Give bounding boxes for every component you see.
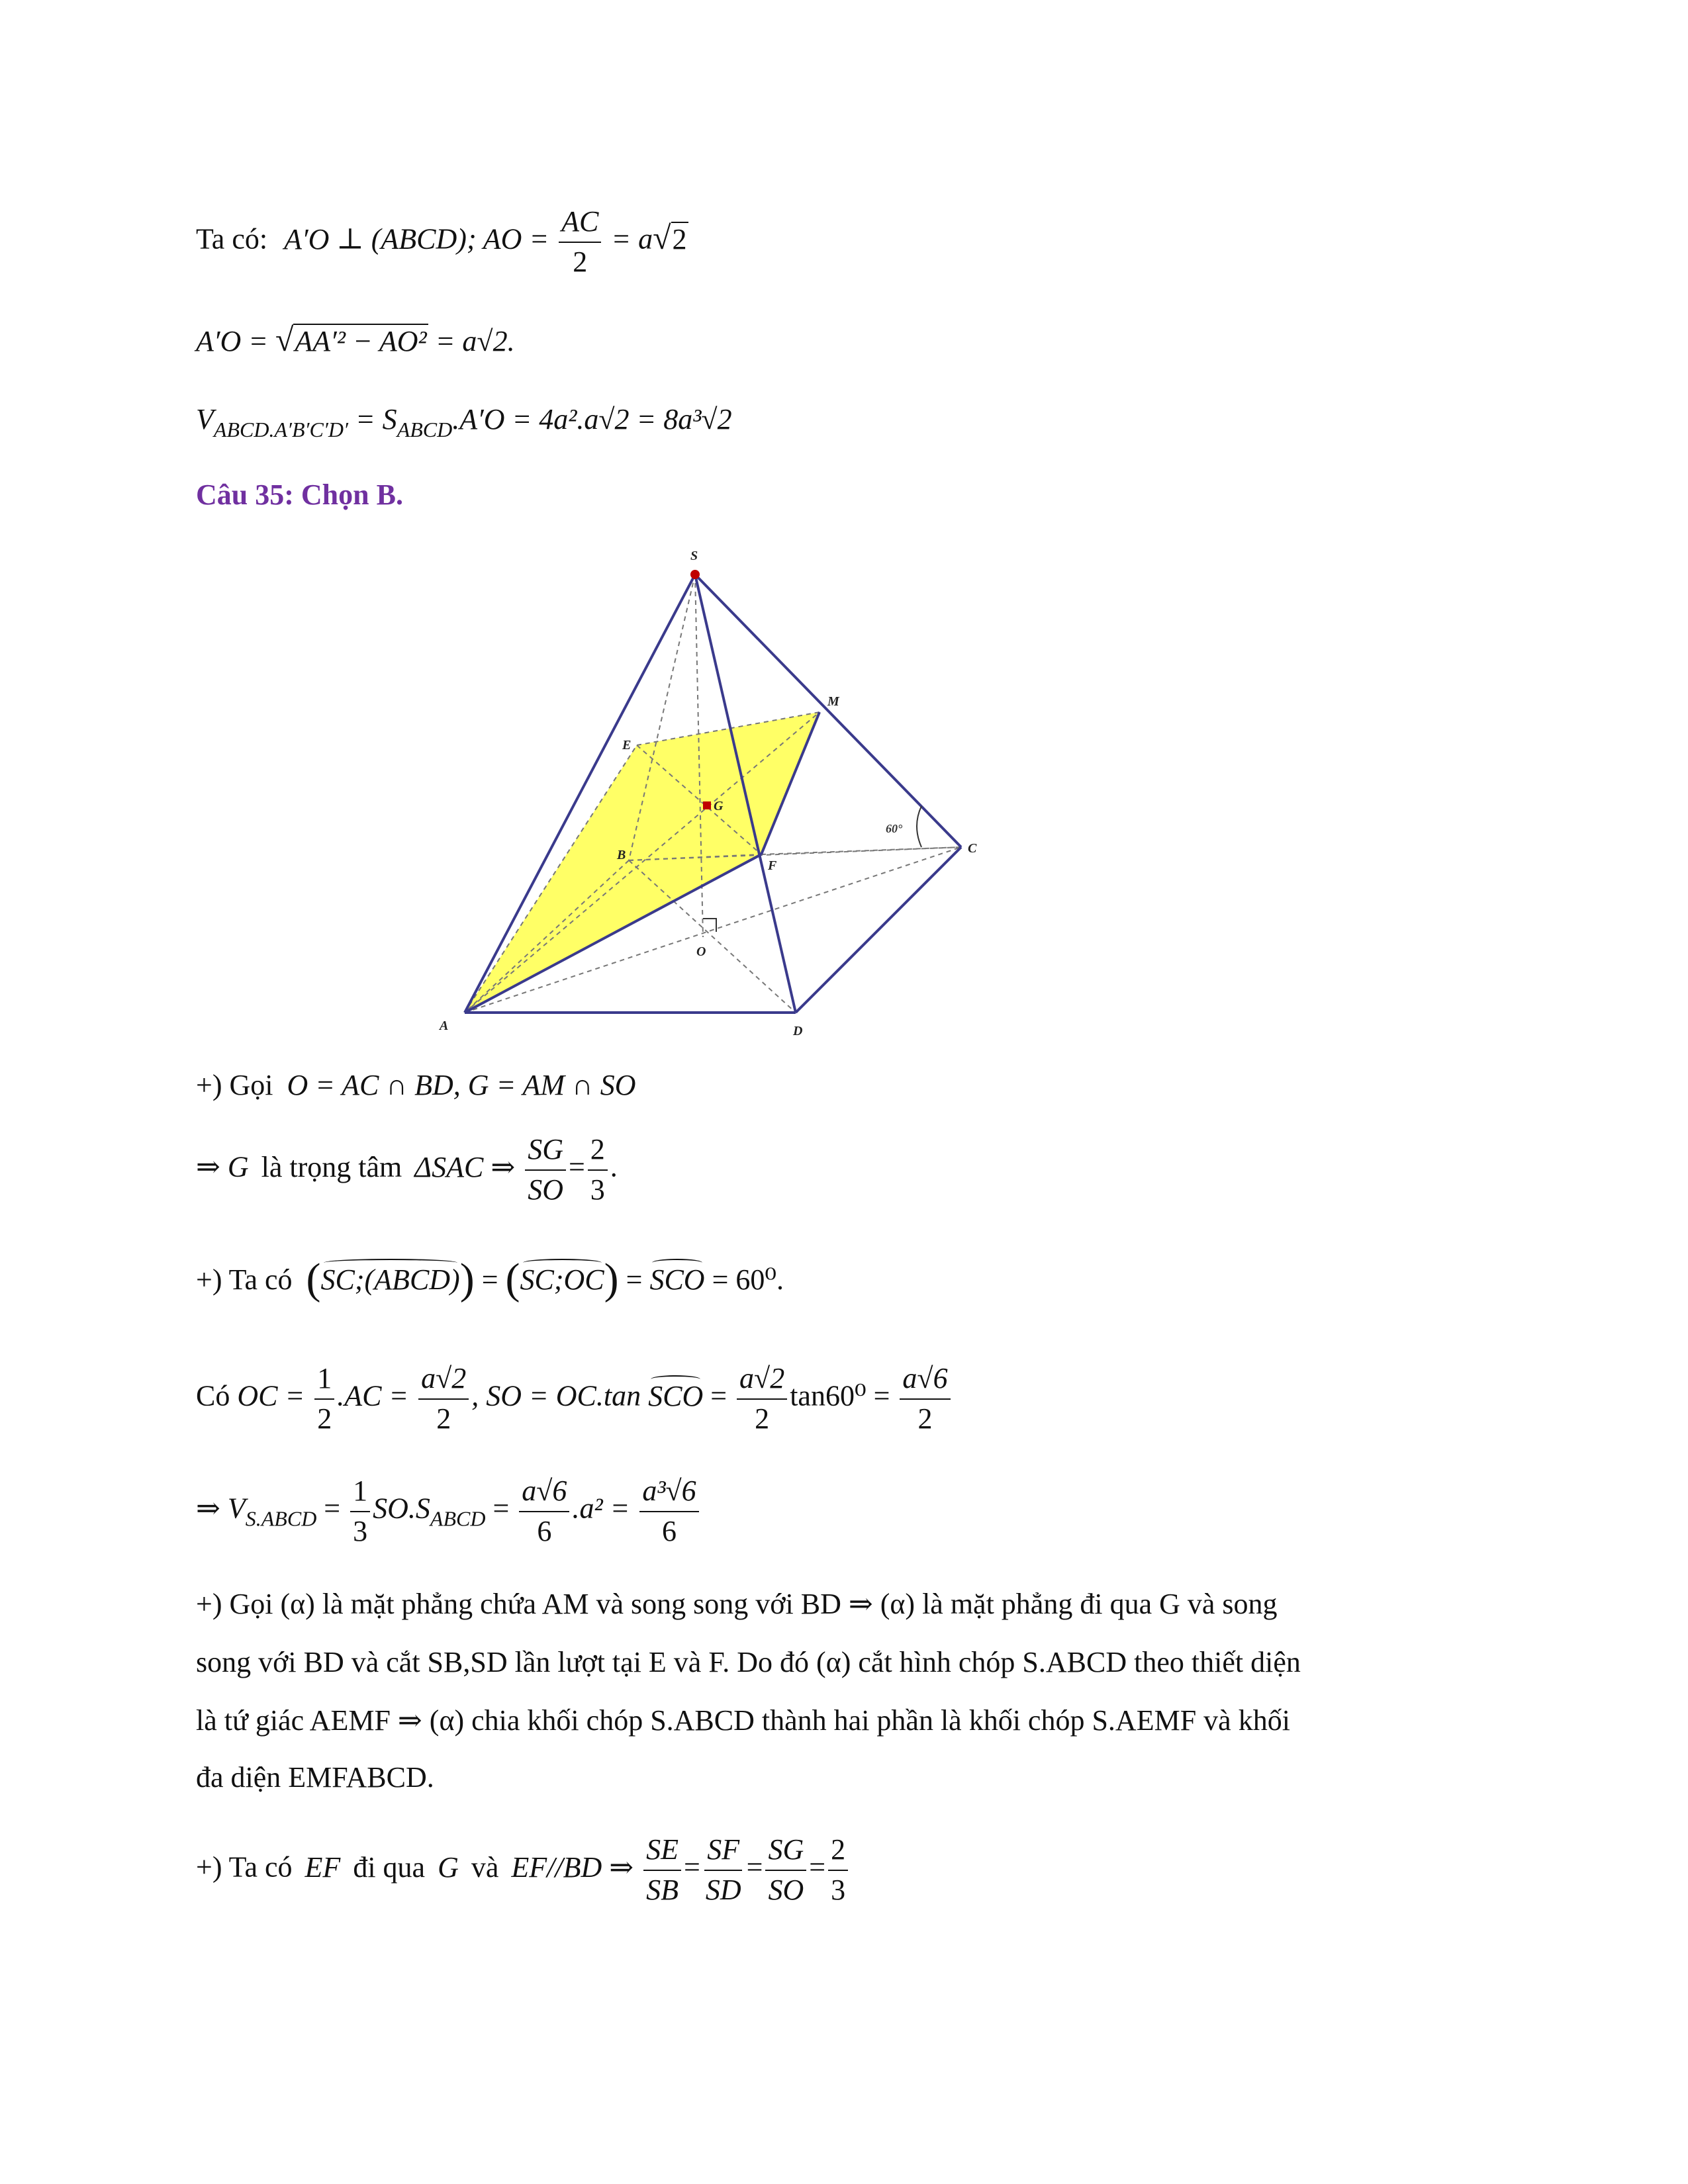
para-section-line-2: song với BD và cắt SB,SD lần lượt tại E và F. Do đó (α) cắt hình chóp S.ABCD theo thiết diện [196, 1646, 1301, 1678]
para-centroid: ⇒ G là trọng tâm ΔSAC ⇒ $\frac{SG}{SO}$ = $\frac{2}{3}$ . [196, 1133, 618, 1206]
fraction-sg-so: $\frac{SG}{SO}$ [525, 1133, 566, 1206]
label-g: G [714, 799, 724, 813]
line-ta-co: Ta có: A′O ⊥ (ABCD); AO = $\frac{AC}{2}$ = a√2 [196, 205, 687, 278]
line-ao-length: A′O = √AA′² − AO² = a√2. [196, 321, 515, 358]
question-heading: Câu 35: Chọn B. [196, 478, 403, 511]
para-angle: +) Ta có (SC;(ABCD)) = (SC;OC) = SCO = 60⁰. [196, 1255, 784, 1303]
fraction-one-third: $\frac{1}{3}$ [350, 1475, 370, 1548]
line-volume-prism: $V_{ABCD.A'B'C'D'} = S_{ABCD}.A'O = 4a^2.a√2 = 8a^3√2$ [196, 403, 732, 441]
label-f: F [768, 858, 777, 873]
label-s: S [690, 549, 698, 563]
angle-arc-c [917, 806, 921, 847]
label-m: M [827, 694, 839, 709]
pyramid-figure [430, 548, 1013, 1051]
para-section-line-4: đa diện EMFABCD. [196, 1761, 434, 1794]
para-section-line-1: +) Gọi (α) là mặt phẳng chứa AM và song song với BD ⇒ (α) là mặt phẳng đi qua G và song [196, 1588, 1278, 1620]
label-b: B [617, 848, 626, 862]
sqrt-2: √2 [653, 218, 687, 256]
fraction-a-sqrt2-over-2: $\frac{a√2}{2}$ [418, 1362, 469, 1435]
para-oc-so: Có OC = $\frac{1}{2}$ .AC = $\frac{a√2}{2}$ , SO = OC.tan SCO = $\frac{a√2}{2}$ tan60⁰ = $\frac{a√6}{2}$ [196, 1362, 953, 1435]
fraction-half: $\frac{1}{2}$ [314, 1362, 334, 1435]
label-e: E [622, 738, 632, 752]
label-d: D [793, 1024, 803, 1038]
fraction-two-thirds-b: $\frac{2}{3}$ [828, 1833, 848, 1907]
label-o: O [696, 944, 706, 959]
fraction-a-sqrt6-over-6: $\frac{a√6}{6}$ [519, 1475, 569, 1548]
fraction-sf-sd: $\frac{SF}{SD}$ [705, 1833, 741, 1906]
point-s [690, 570, 700, 579]
fraction-sg-so-b: $\frac{SG}{SO}$ [765, 1833, 806, 1907]
para-volume-pyramid: ⇒ $V_{S.ABCD}$ = $\frac{1}{3}$ $SO.S_{ABCD}$ = $\frac{a√6}{6}$ .a² = $\frac{\text{a³√6}}{6}$ [196, 1475, 702, 1548]
fraction-a-sqrt2-over-2-b: $\frac{a√2}{2}$ [737, 1362, 787, 1435]
para-goi-o: +) Gọi O = AC ∩ BD, G = AM ∩ SO [196, 1069, 636, 1101]
fraction-ac-over-2: $\frac{AC}{2}$ [559, 205, 601, 279]
point-g [703, 801, 711, 809]
fraction-a-sqrt6-over-2: $\frac{a√6}{2}$ [900, 1362, 950, 1435]
right-angle-mark [703, 919, 716, 932]
label-a: A [440, 1019, 449, 1033]
label-c: C [968, 841, 977, 856]
para-ratios: +) Ta có EF đi qua G và EF//BD ⇒ $\frac{SE}{SB}$ = $\frac{SF}{SD}$ = $\frac{SG}{SO}$ = $\frac{2}{3}$ [196, 1833, 851, 1907]
figure-group [438, 549, 977, 1038]
fraction-se-sb: $\frac{SE}{SB}$ [643, 1833, 681, 1907]
angle-label: 60° [886, 822, 903, 835]
fraction-a3-sqrt6-over-6: $\frac{\text{a³√6}}{6}$ [639, 1475, 698, 1548]
para-section-line-3: là tứ giác AEMF ⇒ (α) chia khối chóp S.ABCD thành hai phần là khối chóp S.AEMF và khối [196, 1704, 1290, 1737]
fraction-two-thirds: $\frac{2}{3}$ [588, 1133, 608, 1206]
edge-dc [796, 847, 961, 1013]
sqrt-aa-ao: √AA′² − AO² [275, 321, 427, 358]
